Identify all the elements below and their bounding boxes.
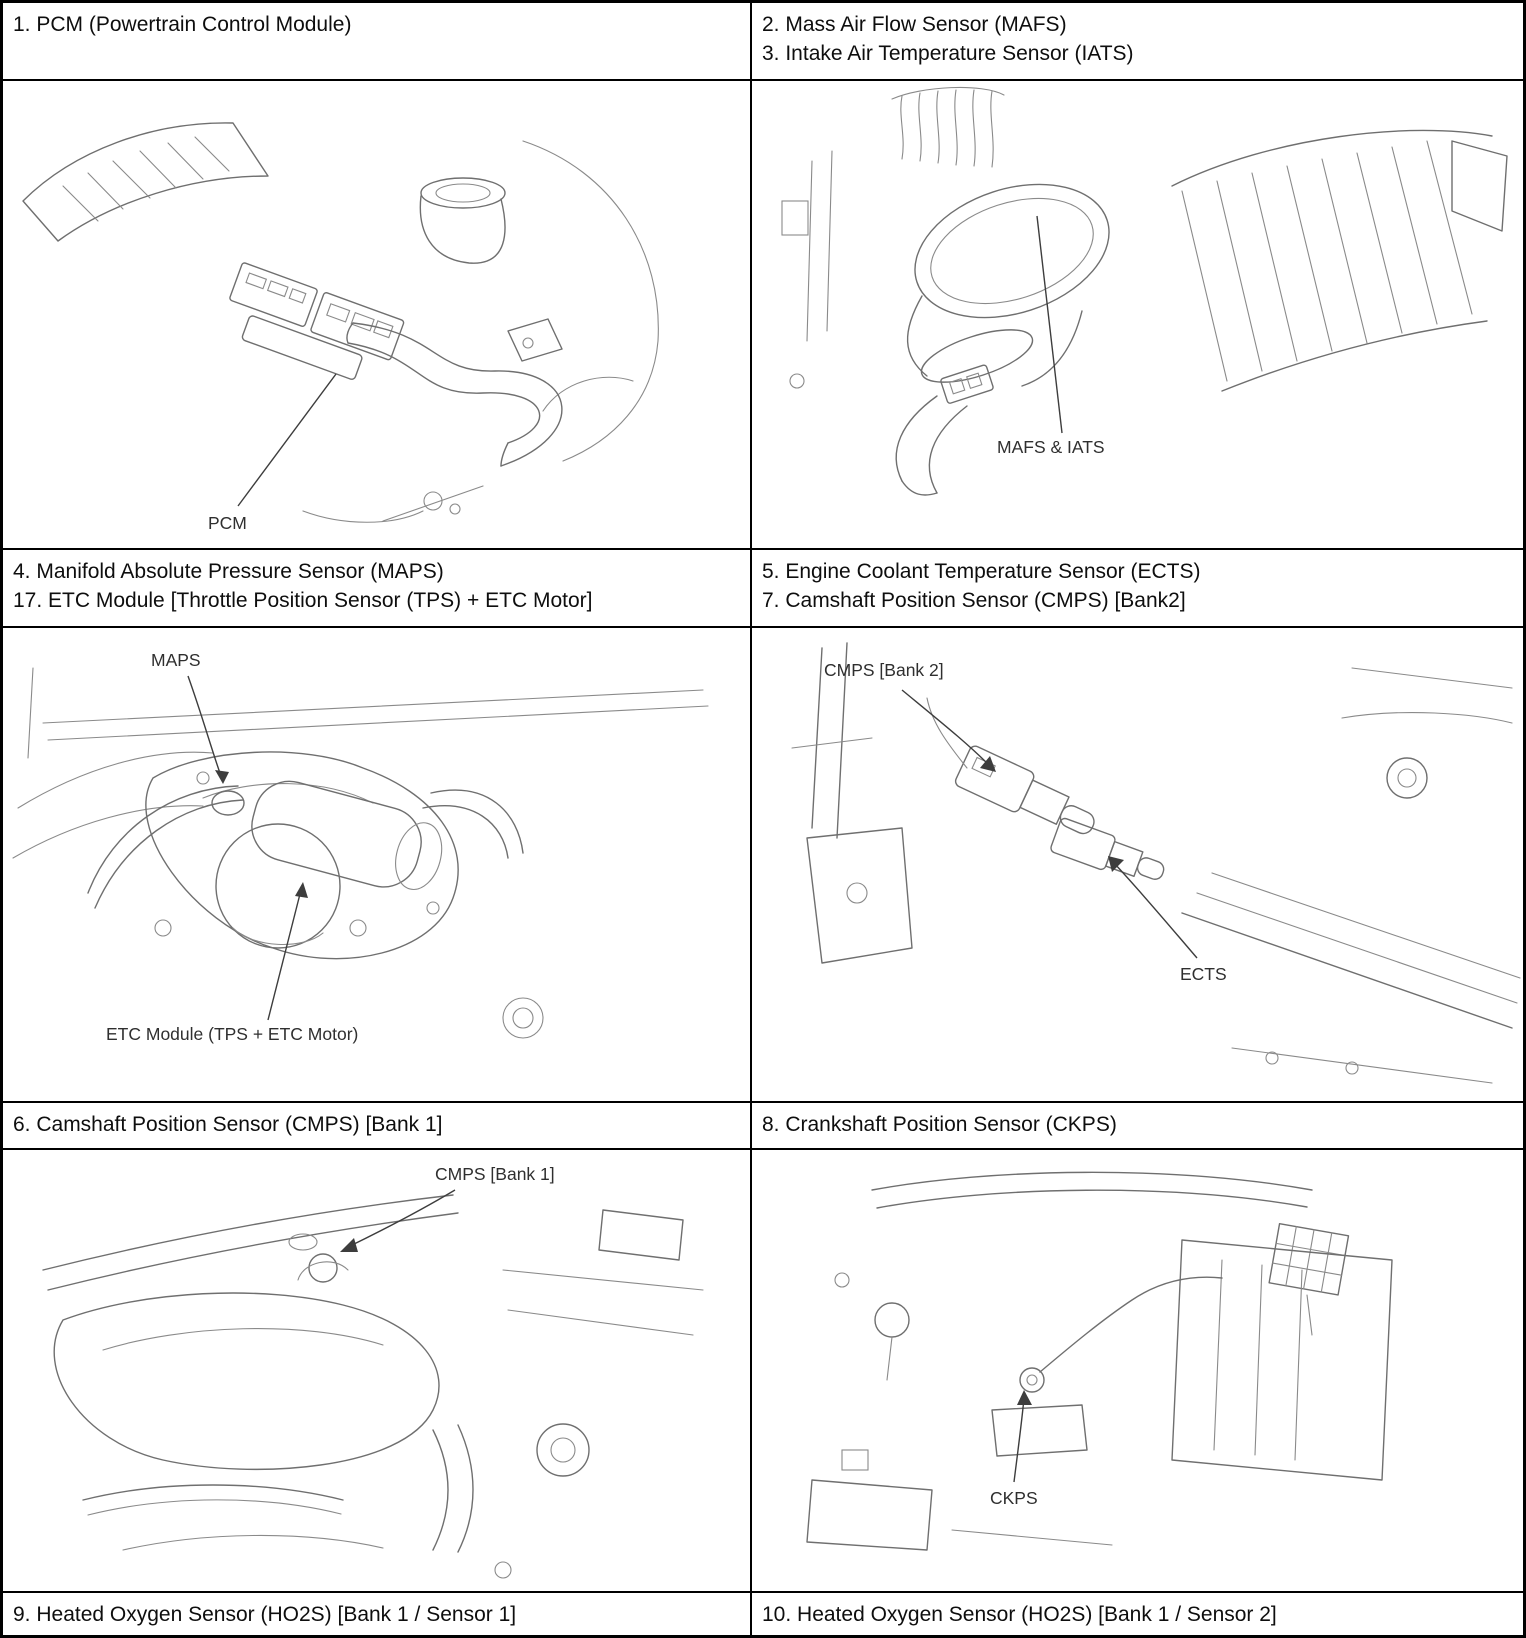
figure-ects-cmps2 (752, 628, 1523, 1101)
pcm-illustration (3, 81, 750, 548)
header-line: 10. Heated Oxygen Sensor (HO2S) [Bank 1 / Sensor 2] (762, 1603, 1277, 1626)
header-cell-pcm (3, 3, 750, 79)
header-line: 9. Heated Oxygen Sensor (HO2S) [Bank 1 / Sensor 1] (13, 1603, 517, 1626)
header-line: 1. PCM (Powertrain Control Module) (13, 13, 352, 36)
header-line: 2. Mass Air Flow Sensor (MAFS) (762, 13, 1067, 36)
callout-pcm: PCM (208, 513, 247, 533)
figure-mafs-iats (752, 81, 1523, 548)
figure-cmps1 (3, 1150, 750, 1591)
header-line: 7. Camshaft Position Sensor (CMPS) [Bank2] (762, 589, 1186, 612)
header-line: 5. Engine Coolant Temperature Sensor (ECTS) (762, 560, 1201, 583)
header-cell-ho2s-sensor1 (3, 1593, 750, 1635)
figure-maps-etc (3, 628, 750, 1101)
mafs-illustration (752, 81, 1523, 548)
ckps-illustration (752, 1150, 1523, 1591)
callout-cmps-bank2: CMPS [Bank 2] (824, 660, 944, 680)
header-cell-ects-cmps2 (752, 550, 1523, 626)
figure-ckps (752, 1150, 1523, 1591)
header-line: 3. Intake Air Temperature Sensor (IATS) (762, 42, 1134, 65)
header-cell-mafs-iats (752, 3, 1523, 79)
callout-mafs-iats: MAFS & IATS (997, 437, 1105, 457)
cmps1-illustration (3, 1150, 750, 1591)
header-line: 4. Manifold Absolute Pressure Sensor (MAPS) (13, 560, 444, 583)
header-cell-cmps1 (3, 1103, 750, 1148)
callout-ects: ECTS (1180, 964, 1227, 984)
callout-ckps: CKPS (990, 1488, 1038, 1508)
header-line: 17. ETC Module [Throttle Position Sensor (TPS) + ETC Motor] (13, 589, 593, 612)
header-cell-ho2s-sensor2 (752, 1593, 1523, 1635)
ects-cmps2-illustration (752, 628, 1523, 1101)
header-cell-ckps (752, 1103, 1523, 1148)
header-line: 8. Crankshaft Position Sensor (CKPS) (762, 1113, 1117, 1136)
header-line: 6. Camshaft Position Sensor (CMPS) [Bank 1] (13, 1113, 443, 1136)
maps-etc-illustration (3, 628, 750, 1101)
figure-pcm (3, 81, 750, 548)
header-cell-maps-etc (3, 550, 750, 626)
callout-maps: MAPS (151, 650, 201, 670)
callout-etc-module: ETC Module (TPS + ETC Motor) (106, 1024, 359, 1044)
callout-cmps-bank1: CMPS [Bank 1] (435, 1164, 555, 1184)
